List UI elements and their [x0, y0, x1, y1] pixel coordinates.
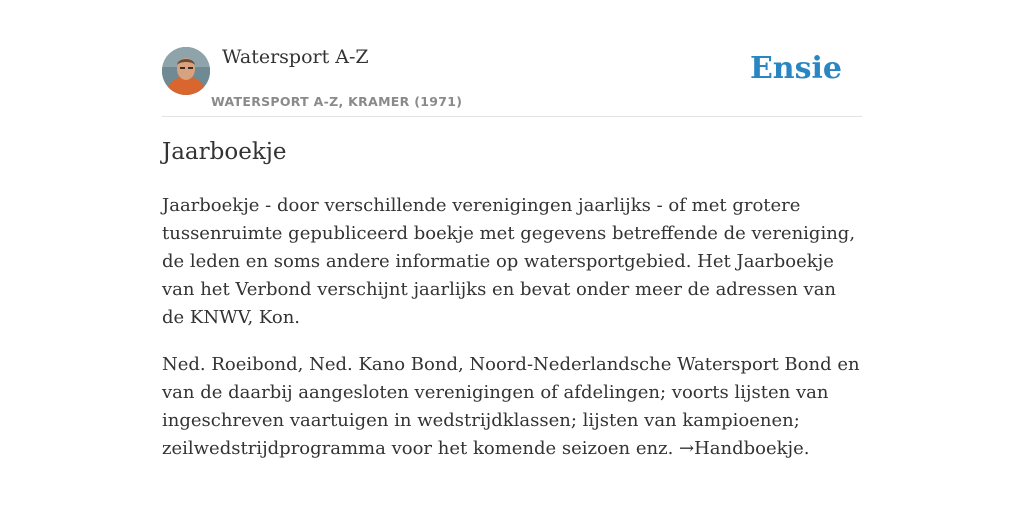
source-meta[interactable]: WATERSPORT A-Z, KRAMER (1971): [211, 94, 463, 109]
person-photo-icon: [162, 47, 210, 95]
entry-paragraph: Ned. Roeibond, Ned. Kano Bond, Noord-Nederlandsche Watersport Bond en van de daarbij aangesloten verenigingen of afdelingen; voorts lijsten van ingeschreven vaartuigen in wedstrijdklassen; lijsten van kampioenen; zeilwedstrijdprogramma voor het komende seizoen enz. →Handboekje.: [162, 354, 860, 459]
source-title[interactable]: Watersport A-Z: [222, 46, 369, 68]
source-header: [162, 44, 862, 117]
entry-headword: Jaarboekje: [162, 139, 287, 165]
author-avatar[interactable]: [162, 47, 210, 95]
brand-logo[interactable]: Ensie: [749, 51, 842, 86]
entry-body: [162, 192, 862, 482]
entry-paragraph: Jaarboekje - door verschillende verenigingen jaarlijks - of met grotere tussenruimte gepubliceerd boekje met gegevens betreffende de vereniging, de leden en soms andere informatie op watersportgebied. Het Jaarboekje van het Verbond verschijnt jaarlijks en bevat onder meer de adressen van de KNWV, Kon.: [162, 195, 856, 328]
